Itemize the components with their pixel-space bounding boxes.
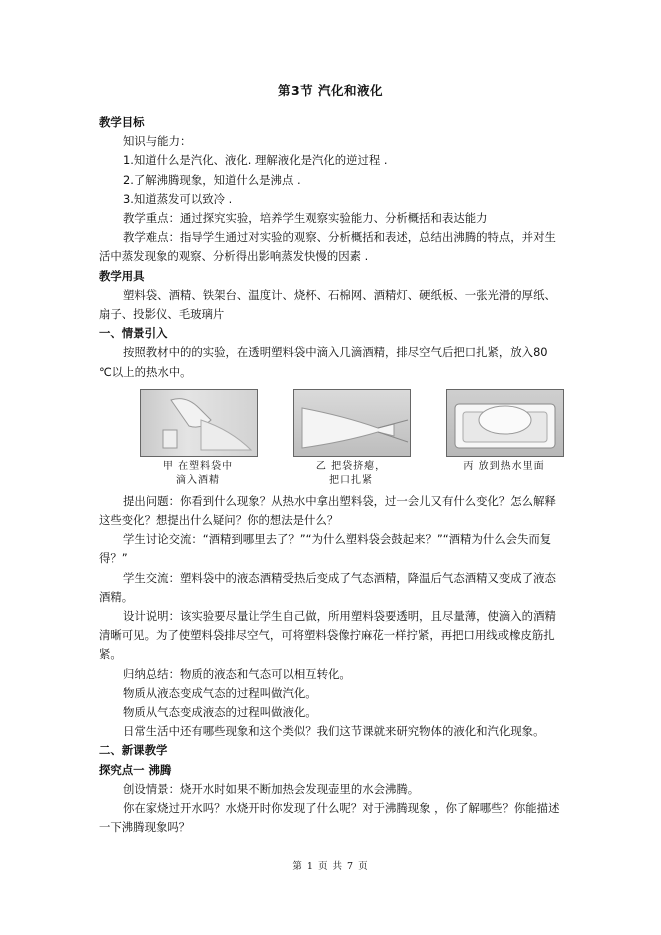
page-title: 第3节 汽化和液化	[277, 83, 384, 98]
photo-c-image	[446, 389, 564, 457]
intro-paragraph: 按照教材中的的实验，在透明塑料袋中滴入几滴酒精，排尽空气后把口扎紧，放入80 ℃以上的热水中。	[99, 345, 548, 379]
photo-c	[446, 389, 562, 488]
caption-c: 丙 放到热水里面	[463, 460, 545, 472]
objectives-heading: 教学目标	[99, 115, 145, 129]
photo-a-image	[140, 389, 258, 457]
hot-water-tray-illustration	[447, 390, 563, 456]
explore1-heading: 探究点一 沸腾	[99, 762, 172, 777]
design-paragraph: 设计说明：该实验要尽量让学生自己做，所用塑料袋要透明，且尽量薄，使滴入的酒精清晰可见。为了使塑料袋排尽空气，可将塑料袋像拧麻花一样拧紧，再把口用线或橡皮筋扎紧。	[99, 609, 556, 662]
section1-heading: 一、情景引入	[99, 326, 168, 341]
section2-heading: 二、新课教学	[99, 743, 168, 758]
materials-list: 塑料袋、酒精、铁架台、温度计、烧杯、石棉网、酒精灯、硬纸板、一张光滑的厚纸、扇子、投影仪、毛玻璃片	[99, 287, 556, 322]
key-point: 教学重点：通过探究实验，培养学生观察实验能力、分析概括和表达能力	[123, 211, 488, 226]
twisted-bag-illustration	[294, 390, 410, 456]
materials-heading: 教学用具	[99, 268, 145, 283]
objective-3: 3.知道蒸发可以致冷 .	[123, 191, 233, 206]
photo-b-image	[293, 389, 411, 457]
discussion-paragraph: 学生讨论交流：“酒精到哪里去了？”“为什么塑料袋会鼓起来？”“酒精为什么会失而复得？”	[99, 532, 552, 566]
scenario-paragraph: 创设情景：烧开水时如果不断加热会发现壶里的水会沸腾。	[123, 781, 420, 796]
objective-1: 1.知道什么是汽化、液化. 理解液化是汽化的逆过程 .	[123, 153, 388, 168]
caption-b: 乙 把袋挤瘪， 把口扎紧	[315, 460, 387, 486]
caption-a: 甲 在塑料袋中 滴入酒精	[162, 460, 234, 486]
experiment-photos	[140, 389, 562, 488]
page-footer: 第 1 页 共 7 页	[292, 861, 369, 872]
summary-paragraph: 归纳总结：物质的液态和气态可以相互转化。	[123, 666, 351, 681]
document-body	[99, 113, 563, 838]
photo-a	[140, 389, 256, 488]
photo-b	[293, 389, 409, 488]
knowledge-label: 知识与能力：	[123, 134, 192, 149]
ask-paragraph: 你在家烧过开水吗？水烧开时你发现了什么呢？对于沸腾现象 ，你了解哪些？你能描述一下沸腾现象吗？	[99, 801, 560, 835]
daily-life-paragraph: 日常生活中还有哪些现象和这个类似？我们这节课就来研究物体的液化和汽化现象。	[123, 724, 545, 739]
difficulty: 教学难点：指导学生通过对实验的观察、分析概括和表述，总结出沸腾的特点，并对生活中蒸发现象的观察、分析得出影响蒸发快慢的因素 .	[99, 230, 556, 264]
liquefaction-definition: 物质从气态变成液态的过程叫做液化。	[123, 705, 317, 720]
objective-2: 2.了解沸腾现象，知道什么是沸点 .	[123, 172, 301, 187]
vaporization-definition: 物质从液态变成气态的过程叫做汽化。	[123, 685, 317, 700]
hand-bag-illustration	[141, 390, 257, 456]
exchange-paragraph: 学生交流：塑料袋中的液态酒精受热后变成了气态酒精，降温后气态酒精又变成了液态酒精。	[99, 570, 556, 604]
question-paragraph: 提出问题：你看到什么现象？从热水中拿出塑料袋，过一会儿又有什么变化？怎么解释这些变化？想提出什么疑问？你的想法是什么？	[99, 493, 556, 528]
